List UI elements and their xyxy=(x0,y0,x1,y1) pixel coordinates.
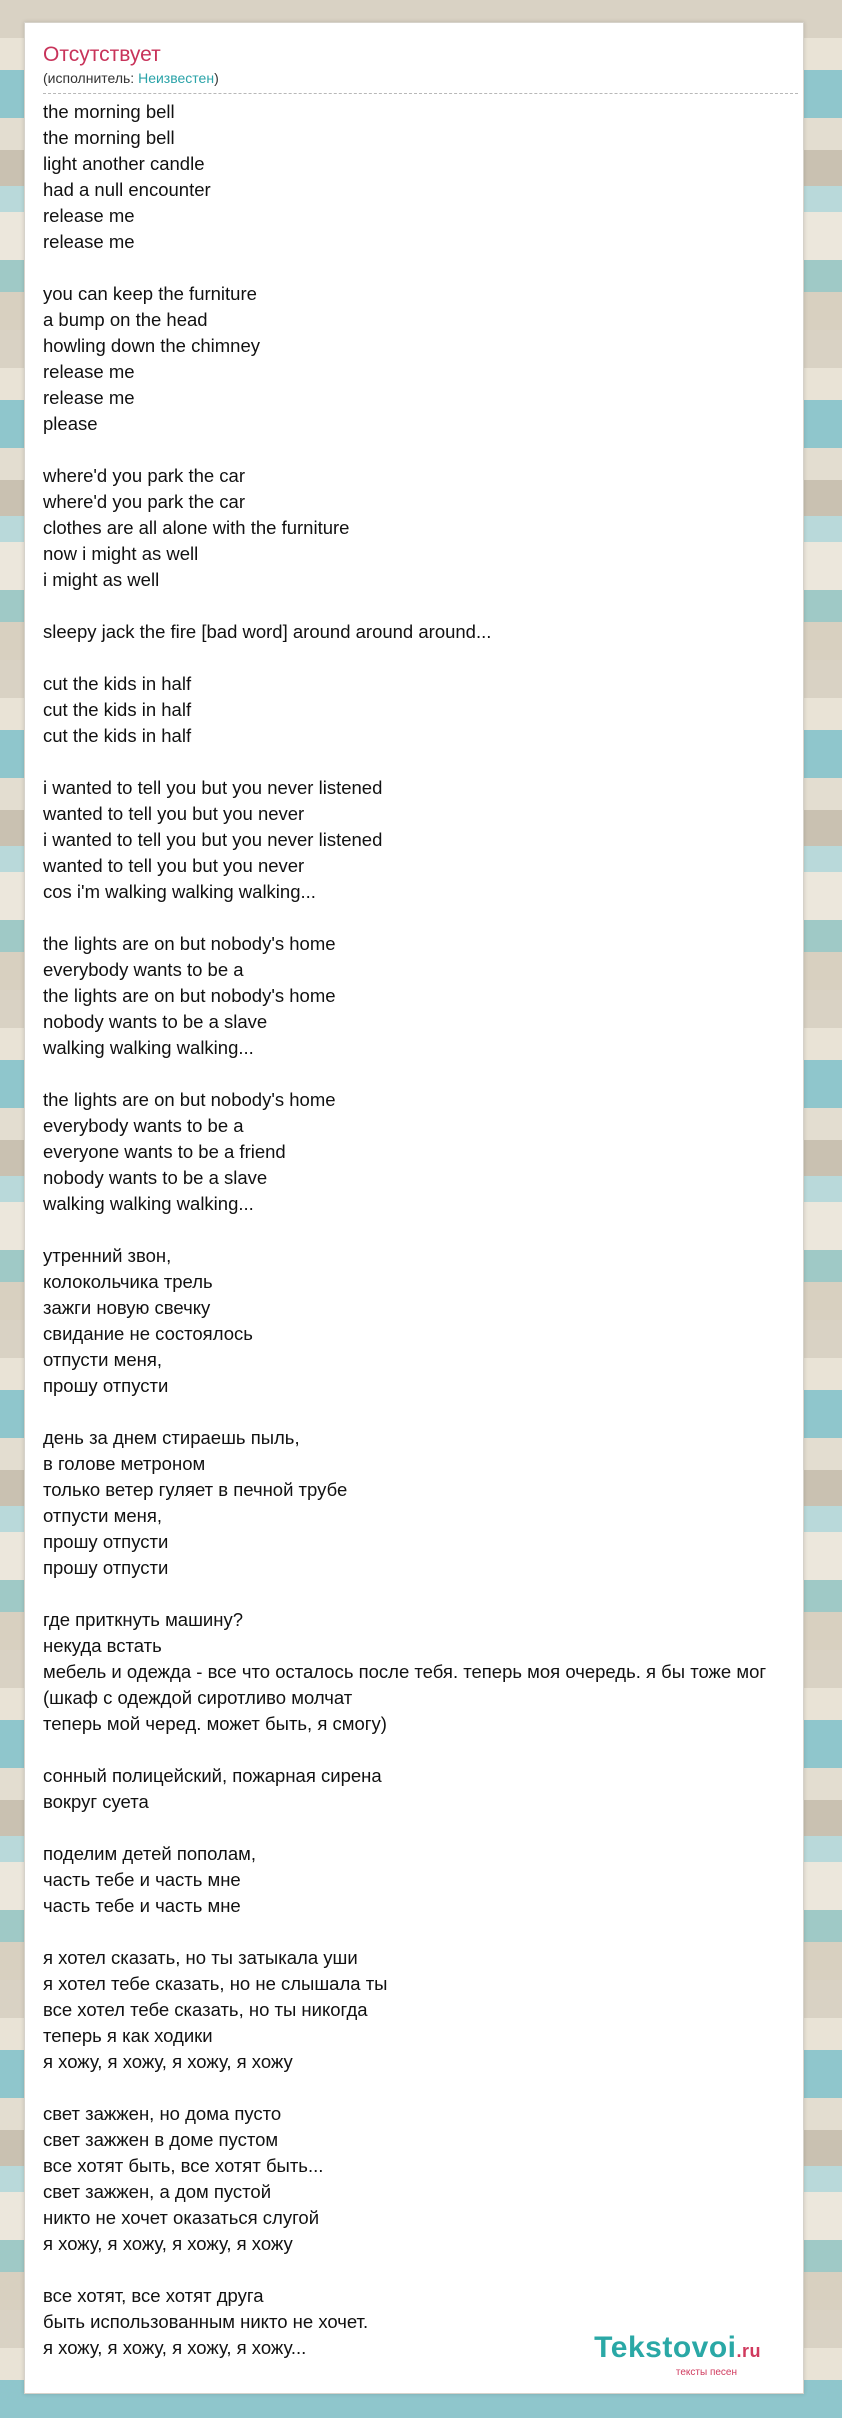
lyric-line: быть использованным никто не хочет. xyxy=(43,2311,369,2332)
lyric-line: свет зажжен, а дом пустой xyxy=(43,2181,272,2202)
lyric-line: часть тебе и часть мне xyxy=(43,1895,241,1916)
lyric-line: nobody wants to be a slave xyxy=(43,1011,268,1032)
lyric-line: я хожу, я хожу, я хожу, я хожу xyxy=(43,2051,293,2072)
stanza-break xyxy=(43,1061,803,1087)
lyric-line: where'd you park the car xyxy=(43,491,246,512)
lyric-line: теперь мой черед. может быть, я смогу) xyxy=(43,1713,387,1734)
lyric-line: колокольчика трель xyxy=(43,1271,213,1292)
lyric-line: clothes are all alone with the furniture xyxy=(43,517,350,538)
lyric-line: i might as well xyxy=(43,569,160,590)
lyric-line: walking walking walking... xyxy=(43,1037,254,1058)
lyric-line: все хотят, все хотят друга xyxy=(43,2285,264,2306)
lyric-line: walking walking walking... xyxy=(43,1193,254,1214)
lyric-line: я хожу, я хожу, я хожу, я хожу... xyxy=(43,2337,307,2358)
lyric-line: мебель и одежда - все что осталось после тебя. теперь моя очередь. я бы тоже мог xyxy=(43,1661,767,1682)
lyric-line: утренний звон, xyxy=(43,1245,172,1266)
lyric-line: a bump on the head xyxy=(43,309,208,330)
lyric-line: wanted to tell you but you never xyxy=(43,803,305,824)
lyric-line: в голове метроном xyxy=(43,1453,206,1474)
song-title: Отсутствует xyxy=(43,43,161,66)
lyrics-card xyxy=(24,22,804,2394)
lyric-line: i wanted to tell you but you never listened xyxy=(43,829,383,850)
lyric-line: release me xyxy=(43,387,135,408)
stanza-break xyxy=(43,2075,803,2101)
artist-line xyxy=(43,69,803,87)
stanza-break xyxy=(43,1815,803,1841)
stanza-break xyxy=(43,905,803,931)
lyric-line: никто не хочет оказаться слугой xyxy=(43,2207,320,2228)
lyric-line: i wanted to tell you but you never listened xyxy=(43,777,383,798)
lyric-line: свет зажжен, но дома пусто xyxy=(43,2103,282,2124)
logo-wordmark xyxy=(594,2332,761,2367)
stanza-break xyxy=(43,593,803,619)
lyric-line: я хотел тебе сказать, но не слышала ты xyxy=(43,1973,388,1994)
stanza-break xyxy=(43,1919,803,1945)
lyric-line: где приткнуть машину? xyxy=(43,1609,244,1630)
lyric-line: the morning bell xyxy=(43,101,175,122)
lyric-line: некуда встать xyxy=(43,1635,162,1656)
lyric-line: cos i'm walking walking walking... xyxy=(43,881,316,902)
lyrics-text xyxy=(43,99,803,2361)
lyric-line: everyone wants to be a friend xyxy=(43,1141,286,1162)
logo-tagline: тексты песен xyxy=(675,2367,737,2378)
lyric-line: прошу отпусти xyxy=(43,1557,169,1578)
lyric-line: sleepy jack the fire [bad word] around around around... xyxy=(43,621,492,642)
lyric-line: cut the kids in half xyxy=(43,673,192,694)
lyric-line: the lights are on but nobody's home xyxy=(43,1089,336,1110)
lyric-line: сонный полицейский, пожарная сирена xyxy=(43,1765,382,1786)
artist-prefix: (исполнитель: xyxy=(43,70,139,86)
stanza-break xyxy=(43,255,803,281)
lyric-line: where'd you park the car xyxy=(43,465,246,486)
lyric-line: cut the kids in half xyxy=(43,699,192,720)
lyric-line: release me xyxy=(43,205,135,226)
logo-tld: .ru xyxy=(736,2341,761,2361)
lyrics-content xyxy=(43,41,803,2361)
lyric-line: light another candle xyxy=(43,153,205,174)
lyric-line: отпусти меня, xyxy=(43,1349,162,1370)
artist-link[interactable]: Неизвестен xyxy=(138,70,215,86)
lyric-line: вокруг суета xyxy=(43,1791,149,1812)
lyric-line: you can keep the furniture xyxy=(43,283,257,304)
lyric-line: свидание не состоялось xyxy=(43,1323,253,1344)
stanza-break xyxy=(43,1581,803,1607)
lyric-line: часть тебе и часть мне xyxy=(43,1869,241,1890)
lyric-line: cut the kids in half xyxy=(43,725,192,746)
stanza-break xyxy=(43,645,803,671)
lyric-line: только ветер гуляет в печной трубе xyxy=(43,1479,348,1500)
lyric-line: (шкаф с одеждой сиротливо молчат xyxy=(43,1687,353,1708)
lyric-line: nobody wants to be a slave xyxy=(43,1167,268,1188)
stanza-break xyxy=(43,1217,803,1243)
lyric-line: все хотел тебе сказать, но ты никогда xyxy=(43,1999,368,2020)
artist-suffix: ) xyxy=(214,70,219,86)
lyric-line: wanted to tell you but you never xyxy=(43,855,305,876)
site-logo[interactable] xyxy=(594,2332,761,2379)
lyric-line: свет зажжен в доме пустом xyxy=(43,2129,279,2150)
lyric-line: прошу отпусти xyxy=(43,1375,169,1396)
lyric-line: день за днем стираешь пыль, xyxy=(43,1427,300,1448)
lyric-line: все хотят быть, все хотят быть... xyxy=(43,2155,324,2176)
stanza-break xyxy=(43,749,803,775)
lyric-line: отпусти меня, xyxy=(43,1505,162,1526)
lyric-line: please xyxy=(43,413,98,434)
stanza-break xyxy=(43,2257,803,2283)
lyric-line: поделим детей пополам, xyxy=(43,1843,257,1864)
lyric-line: the morning bell xyxy=(43,127,175,148)
lyric-line: я хотел сказать, но ты затыкала уши xyxy=(43,1947,358,1968)
lyric-line: the lights are on but nobody's home xyxy=(43,985,336,1006)
lyric-line: howling down the chimney xyxy=(43,335,260,356)
lyric-line: now i might as well xyxy=(43,543,199,564)
stanza-break xyxy=(43,1399,803,1425)
lyric-line: everybody wants to be a xyxy=(43,959,244,980)
lyric-line: had a null encounter xyxy=(43,179,211,200)
logo-name: Tekstovoi xyxy=(594,2331,737,2364)
lyric-line: release me xyxy=(43,231,135,252)
lyric-line: теперь я как ходики xyxy=(43,2025,213,2046)
stanza-break xyxy=(43,437,803,463)
lyric-line: everybody wants to be a xyxy=(43,1115,244,1136)
stanza-break xyxy=(43,1737,803,1763)
lyric-line: зажги новую свечку xyxy=(43,1297,211,1318)
lyric-line: я хожу, я хожу, я хожу, я хожу xyxy=(43,2233,293,2254)
lyric-line: прошу отпусти xyxy=(43,1531,169,1552)
title-divider xyxy=(43,93,798,94)
lyric-line: release me xyxy=(43,361,135,382)
lyric-line: the lights are on but nobody's home xyxy=(43,933,336,954)
